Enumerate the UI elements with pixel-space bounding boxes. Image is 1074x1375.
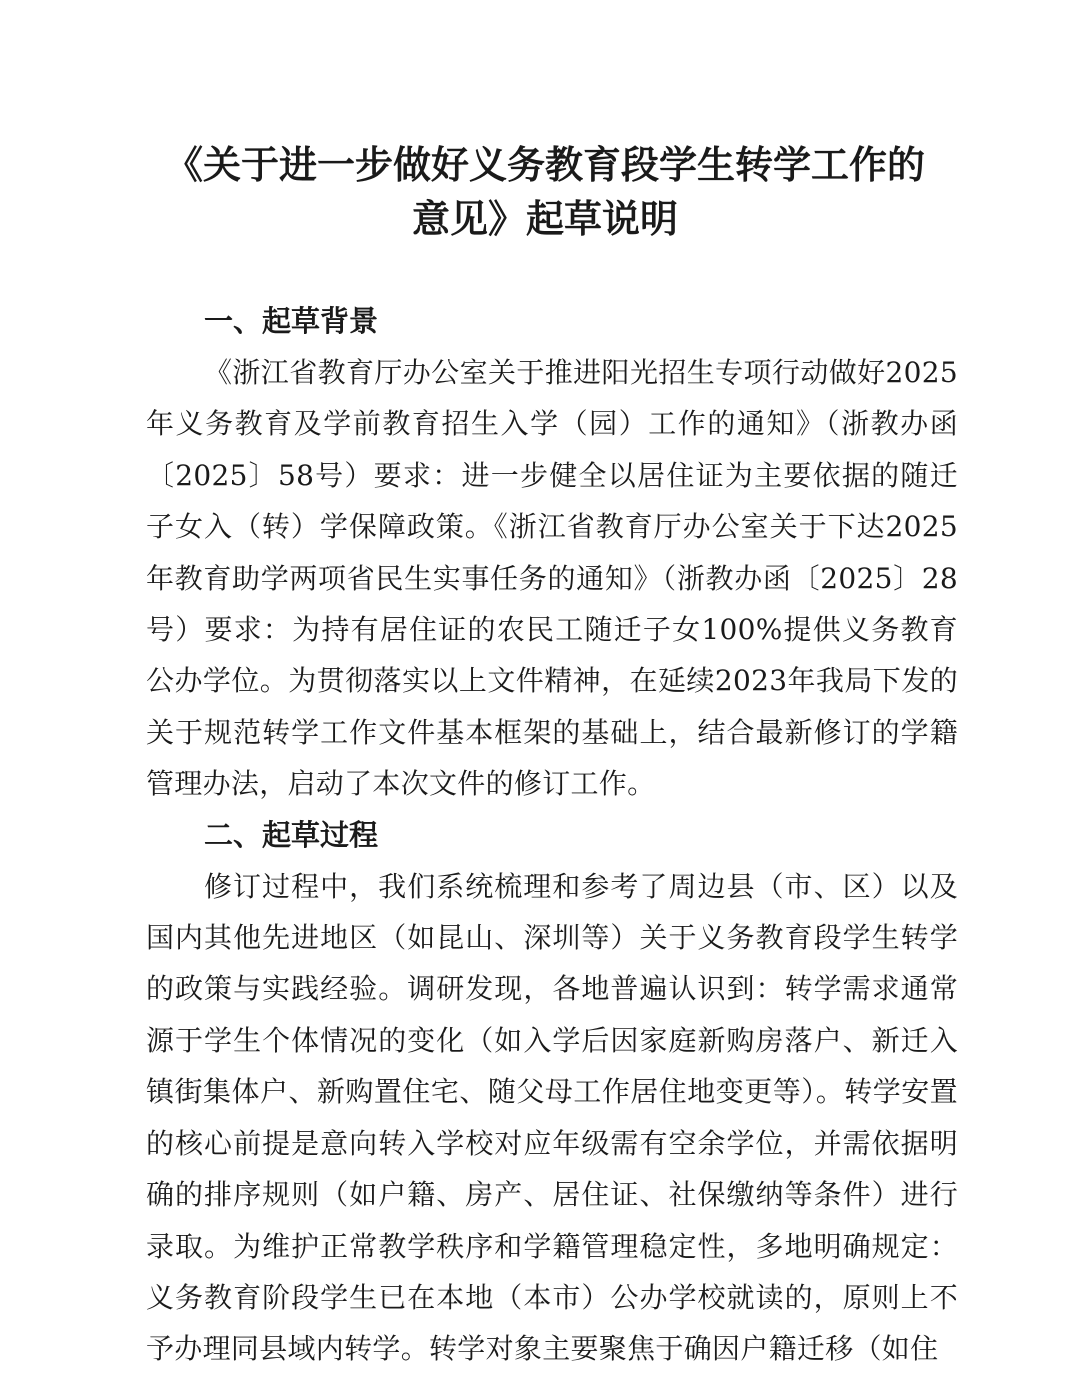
section-process: [146, 810, 958, 1375]
section-heading: 二、起草过程: [204, 817, 379, 852]
section-background: [146, 296, 958, 810]
section-paragraph: 修订过程中，我们系统梳理和参考了周边县（市、区）以及国内其他先进地区（如昆山、深圳等）关于义务教育段学生转学的政策与实践经验。调研发现，各地普遍认识到：转学需求通常源于学生个体情况的变化（如入学后因家庭新购房落户、新迁入镇街集体户、新购置住宅、随父母工作居住地变更等）。转学安置的核心前提是意向转入学校对应年级需有空余学位，并需依据明确的排序规则（如户籍、房产、居住证、社保缴纳等条件）进行录取。为维护正常教学秩序和学籍管理稳定性，多地明确规定：义务教育阶段学生已在本地（本市）公办学校就读的，原则上不予办理同县域内转学。转学对象主要聚焦于确因户籍迁移（如住: [146, 869, 958, 1366]
document-title: 《关于进一步做好义务教育段学生转学工作的意见》起草说明: [164, 142, 925, 241]
section-heading: 一、起草背景: [204, 304, 379, 338]
section-paragraph: 《浙江省教育厅办公室关于推进阳光招生专项行动做好2025年义务教育及学前教育招生入学（园）工作的通知》（浙教办函〔2025〕58号）要求：进一步健全以居住证为主要依据的随迁子女入（转）学保障政策。《浙江省教育厅办公室关于下达2025年教育助学两项省民生实事任务的通知》（浙教办函〔2025〕28号）要求：为持有居住证的农民工随迁子女100%提供义务教育公办学位。为贯彻落实以上文件精神，在延续2023年我局下发的关于规范转学工作文件基本框架的基础上，结合最新修订的学籍管理办法，启动了本次文件的修订工作。: [146, 356, 958, 801]
document-body: [146, 296, 958, 1375]
